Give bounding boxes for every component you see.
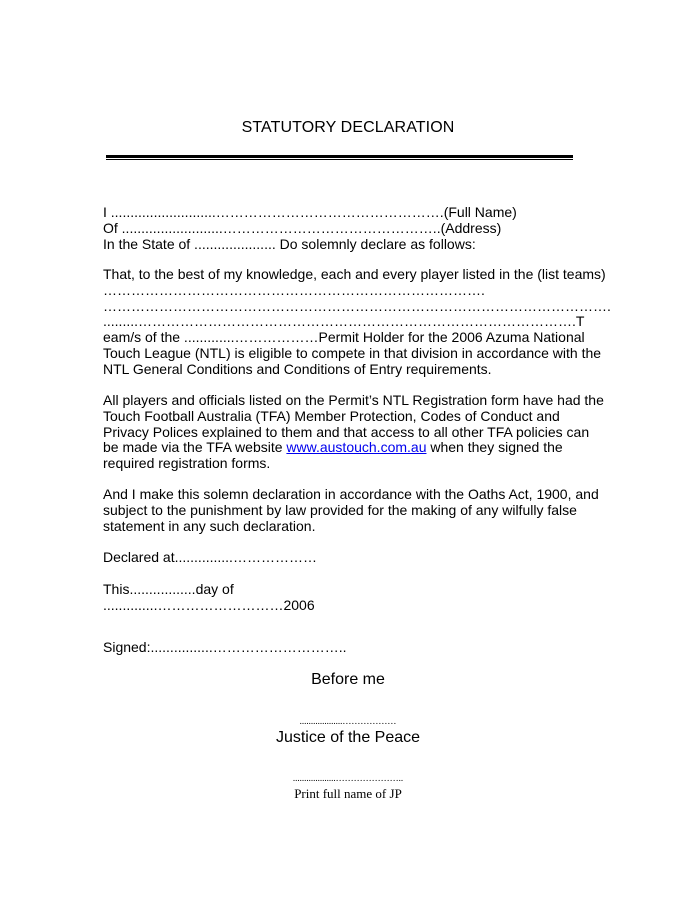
paragraph-line: ………………………………………………………………………………………………. xyxy=(103,297,611,314)
paragraph-text: be made via the TFA website xyxy=(103,439,287,456)
jp-signature-line: ...................……………… xyxy=(299,716,397,726)
tfa-website-link[interactable]: www.austouch.com.au xyxy=(286,439,427,456)
paragraph-line: All players and officials listed on the Permit’s NTL Registration form have had the xyxy=(103,392,604,408)
paragraph-line: subject to the punishment by law provided for the making of any wilfully false xyxy=(103,501,577,518)
page-title: STATUTORY DECLARATION xyxy=(241,119,455,136)
jp-name-line: ...................………………….. xyxy=(292,773,404,783)
solemn-declaration-paragraph xyxy=(103,487,603,534)
policies-paragraph xyxy=(103,393,603,472)
paragraph-line: .........………………………………………………………………………………….T xyxy=(103,313,585,330)
declarant-block xyxy=(103,205,603,252)
full-name-line: I ...........................………………………………………….(Full Name) xyxy=(103,204,517,220)
paragraph-line: ………………………………………………………………………. xyxy=(103,281,485,298)
paragraph-line: required registration forms. xyxy=(103,455,271,472)
address-line: Of ..........................………………………………………..(Address) xyxy=(103,219,502,236)
before-me-label: Before me xyxy=(311,671,385,688)
print-name-label: Print full name of JP xyxy=(294,786,402,801)
paragraph-line: That, to the best of my knowledge, each and every player listed in the (list teams) xyxy=(103,266,606,282)
justice-of-the-peace-label: Justice of the Peace xyxy=(275,729,421,746)
day-of-line: This.................day of xyxy=(103,581,234,597)
year-line: ..............………………………2006 xyxy=(103,596,315,613)
state-line: In the State of ..................... Do solemnly declare as follows: xyxy=(103,235,476,252)
paragraph-line: Privacy Polices explained to them and that access to all other TFA policies can xyxy=(103,423,590,440)
paragraph-line: NTL General Conditions and Conditions of Entry requirements. xyxy=(103,360,492,377)
paragraph-line: And I make this solemn declaration in accordance with the Oaths Act, 1900, and xyxy=(103,486,599,502)
declared-at-line: Declared at...............……………… xyxy=(103,549,317,565)
paragraph-line: statement in any such declaration. xyxy=(103,517,316,534)
paragraph-line: Touch Football Australia (TFA) Member Protection, Codes of Conduct and xyxy=(103,407,560,424)
paragraph-text: when they signed the xyxy=(426,439,563,456)
title-underline xyxy=(106,155,573,160)
eligibility-paragraph xyxy=(103,266,611,378)
paragraph-line: Touch League (NTL) is eligible to compete in that division in accordance with the xyxy=(103,344,602,361)
paragraph-line: eam/s of the .............………………Permit Holder for the 2006 Azuma National xyxy=(103,329,585,346)
signed-line: Signed:................……………………….. xyxy=(103,639,347,655)
paragraph-line xyxy=(103,440,603,456)
date-block xyxy=(103,582,603,614)
